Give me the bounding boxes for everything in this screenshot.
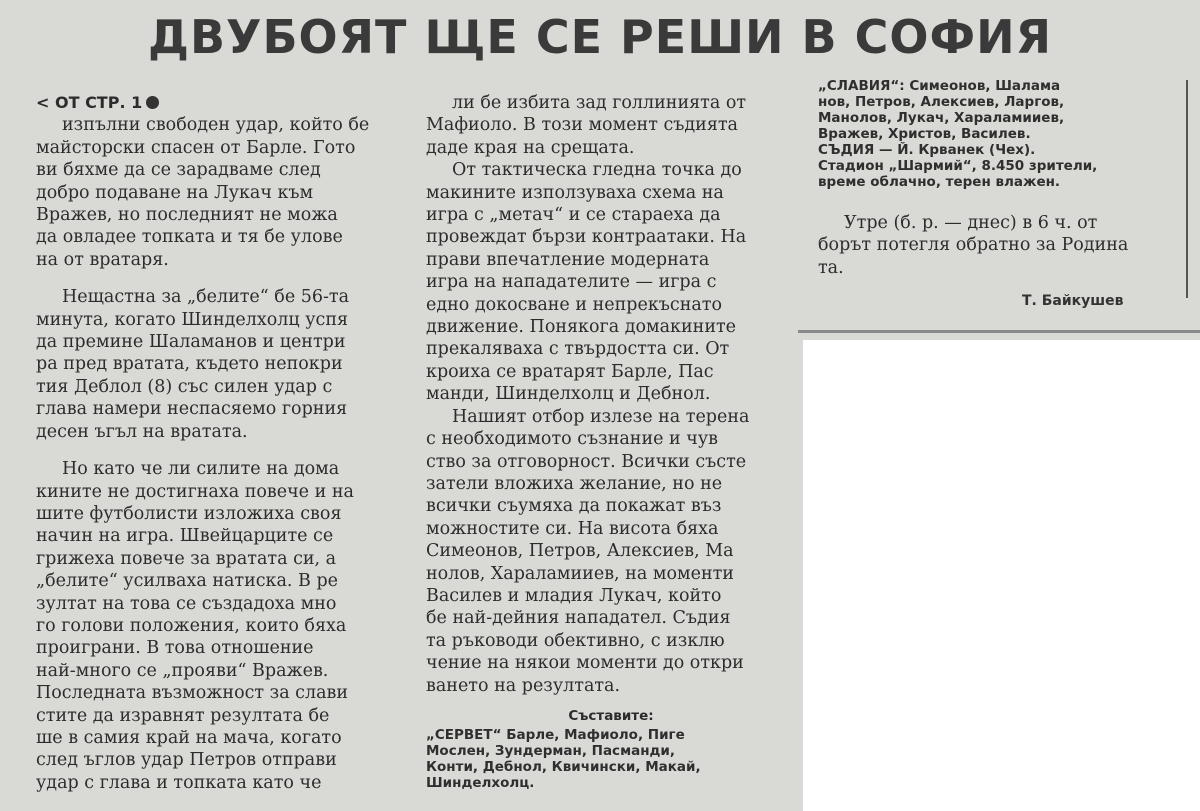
text-line: даде края на срещата. bbox=[426, 137, 635, 158]
text-line: та. bbox=[818, 257, 844, 278]
text-line: Василев и младия Лукач, който bbox=[426, 585, 722, 606]
text-line: десен ъгъл на вратата. bbox=[36, 421, 248, 442]
text-line: ли бе избита зад голлинията от bbox=[452, 93, 747, 113]
paragraph bbox=[818, 212, 1182, 279]
text-line: „белите“ усилваха натиска. В ре bbox=[36, 571, 339, 592]
text-line: с необходимото съзнание и чув bbox=[426, 429, 718, 450]
text-line: „СЕРВЕТ“ Барле, Мафиоло, Пиге bbox=[426, 727, 685, 744]
text-line: можностите си. На висота бяха bbox=[426, 518, 719, 539]
text-line: Вражев, Христов, Василев. bbox=[818, 126, 1031, 142]
text-line: прекаляваха с твърдостта си. От bbox=[426, 339, 730, 360]
text-line: Мафиоло. В този момент съдията bbox=[426, 115, 738, 136]
text-line: ви бяхме да се зарадваме след bbox=[36, 160, 321, 181]
text-line: минута, когато Шинделхолц успя bbox=[36, 309, 349, 330]
text-line: добро подаване на Лукач към bbox=[36, 182, 314, 203]
text-line: грижеха повече за вратата си, а bbox=[36, 548, 337, 569]
text-line: движение. Понякога домакините bbox=[426, 317, 737, 338]
text-line: „СЛАВИЯ“: Симеонов, Шалама bbox=[818, 78, 1061, 94]
text-line: провеждат бързи контраатаки. На bbox=[426, 227, 747, 248]
lineup-servette bbox=[426, 727, 796, 791]
paragraph bbox=[36, 458, 411, 794]
text-line: едно докосване и непрекъснато bbox=[426, 294, 723, 315]
text-line: Нашият отбор излезе на терена bbox=[452, 406, 750, 427]
text-line: изпълни свободен удар, който бе bbox=[62, 115, 370, 136]
text-line: Нещастна за „белите“ бе 56-та bbox=[62, 287, 350, 308]
text-line: Симеонов, Петров, Алексиев, Ма bbox=[426, 541, 734, 562]
text-line: глава намери неспасяемо горния bbox=[36, 399, 348, 420]
text-line: го голови положения, които бяха bbox=[36, 615, 347, 636]
column-3 bbox=[818, 78, 1182, 279]
text-line: шите футболисти изложиха своя bbox=[36, 503, 342, 524]
text-line: Манолов, Лукач, Хараламииев, bbox=[818, 110, 1065, 126]
text-line: на от вратаря. bbox=[36, 249, 169, 270]
continuation-text: < ОТ СТР. 1 bbox=[36, 93, 143, 112]
text-line: удар с глава и топката като че bbox=[36, 772, 322, 793]
text-line: след ъглов удар Петров отправи bbox=[36, 750, 337, 771]
text-line: майсторски спасен от Барле. Гото bbox=[36, 137, 356, 158]
blank-area bbox=[803, 340, 1200, 811]
lineup-slavia bbox=[818, 78, 1182, 190]
text-line: проиграни. В това отношение bbox=[36, 638, 314, 659]
text-line: ство за отговорност. Всички състе bbox=[426, 451, 747, 472]
text-line: Утре (б. р. — днес) в 6 ч. от bbox=[844, 213, 1098, 233]
text-line: да овладее топката и тя бе улове bbox=[36, 227, 343, 248]
continuation-reference bbox=[36, 92, 411, 114]
text-line: Последната възможност за слави bbox=[36, 683, 349, 704]
bullet-icon bbox=[146, 96, 159, 109]
text-line: Мослен, Зундерман, Пасманди, bbox=[426, 743, 676, 760]
text-line: всички съумяха да покажат въз bbox=[426, 496, 722, 517]
text-line: макините използуваха схема на bbox=[426, 182, 724, 203]
text-line: игра на нападателите — игра с bbox=[426, 272, 717, 293]
text-line: борът потегля обратно за Родина bbox=[818, 235, 1129, 256]
text-line: зултат на това се създадоха мно bbox=[36, 593, 337, 614]
text-line: От тактическа гледна точка до bbox=[452, 160, 742, 181]
text-line: Шинделхолц. bbox=[426, 775, 535, 792]
headline: ДВУБОЯТ ЩЕ СЕ РЕШИ В СОФИЯ bbox=[147, 10, 1053, 64]
text-line: ра пред вратата, където непокри bbox=[36, 354, 343, 375]
text-line: да премине Шаламанов и центри bbox=[36, 332, 346, 353]
text-line: СЪДИЯ — Й. Крванек (Чех). bbox=[818, 142, 1036, 158]
text-line: Конти, Дебнол, Квичински, Макай, bbox=[426, 759, 701, 776]
text-line: чение на някои моменти до откри bbox=[426, 653, 744, 674]
text-line: прави впечатление модерната bbox=[426, 249, 710, 270]
text-line: тия Деблол (8) със силен удар с bbox=[36, 376, 333, 397]
text-line: бе най-дейния нападател. Съдия bbox=[426, 608, 731, 629]
paragraph bbox=[36, 286, 411, 443]
text-line: начин на игра. Швейцарците се bbox=[36, 526, 334, 547]
text-line: ше в самия край на мача, когато bbox=[36, 727, 342, 748]
paragraph bbox=[426, 92, 796, 159]
column-1 bbox=[36, 92, 411, 794]
text-line: кроиха се вратарят Барле, Пас bbox=[426, 361, 714, 382]
text-line: манди, Шинделхолц и Дебнол. bbox=[426, 384, 711, 405]
text-line: та ръководи обективно, с изклю bbox=[426, 630, 725, 651]
text-line: време облачно, терен влажен. bbox=[818, 174, 1061, 190]
text-line: нолов, Хараламииев, на моменти bbox=[426, 563, 734, 584]
text-line: стите да изравнят резултата бе bbox=[36, 705, 330, 726]
author-signature: Т. Байкушев bbox=[1022, 293, 1124, 309]
text-line: най-много се „прояви“ Вражев. bbox=[36, 660, 329, 681]
text-line: игра с „метач“ и се стараеха да bbox=[426, 205, 721, 226]
lineup-title: Съставите: bbox=[568, 707, 654, 724]
text-line: ването на резултата. bbox=[426, 675, 621, 696]
column-2 bbox=[426, 92, 796, 791]
paragraph bbox=[426, 159, 796, 405]
text-line: Но като че ли силите на дома bbox=[62, 459, 340, 480]
text-line: нов, Петров, Алексиев, Ларгов, bbox=[818, 94, 1065, 110]
text-line: затели вложиха желание, но не bbox=[426, 473, 723, 494]
text-line: Вражев, но последният не можа bbox=[36, 205, 338, 226]
paragraph bbox=[36, 114, 411, 271]
column-rule bbox=[1186, 80, 1188, 298]
text-line: Стадион „Шармий“, 8.450 зрители, bbox=[818, 158, 1098, 174]
section-rule bbox=[798, 330, 1200, 333]
paragraph bbox=[426, 406, 796, 697]
text-line: кините не достигнаха повече и на bbox=[36, 481, 354, 502]
